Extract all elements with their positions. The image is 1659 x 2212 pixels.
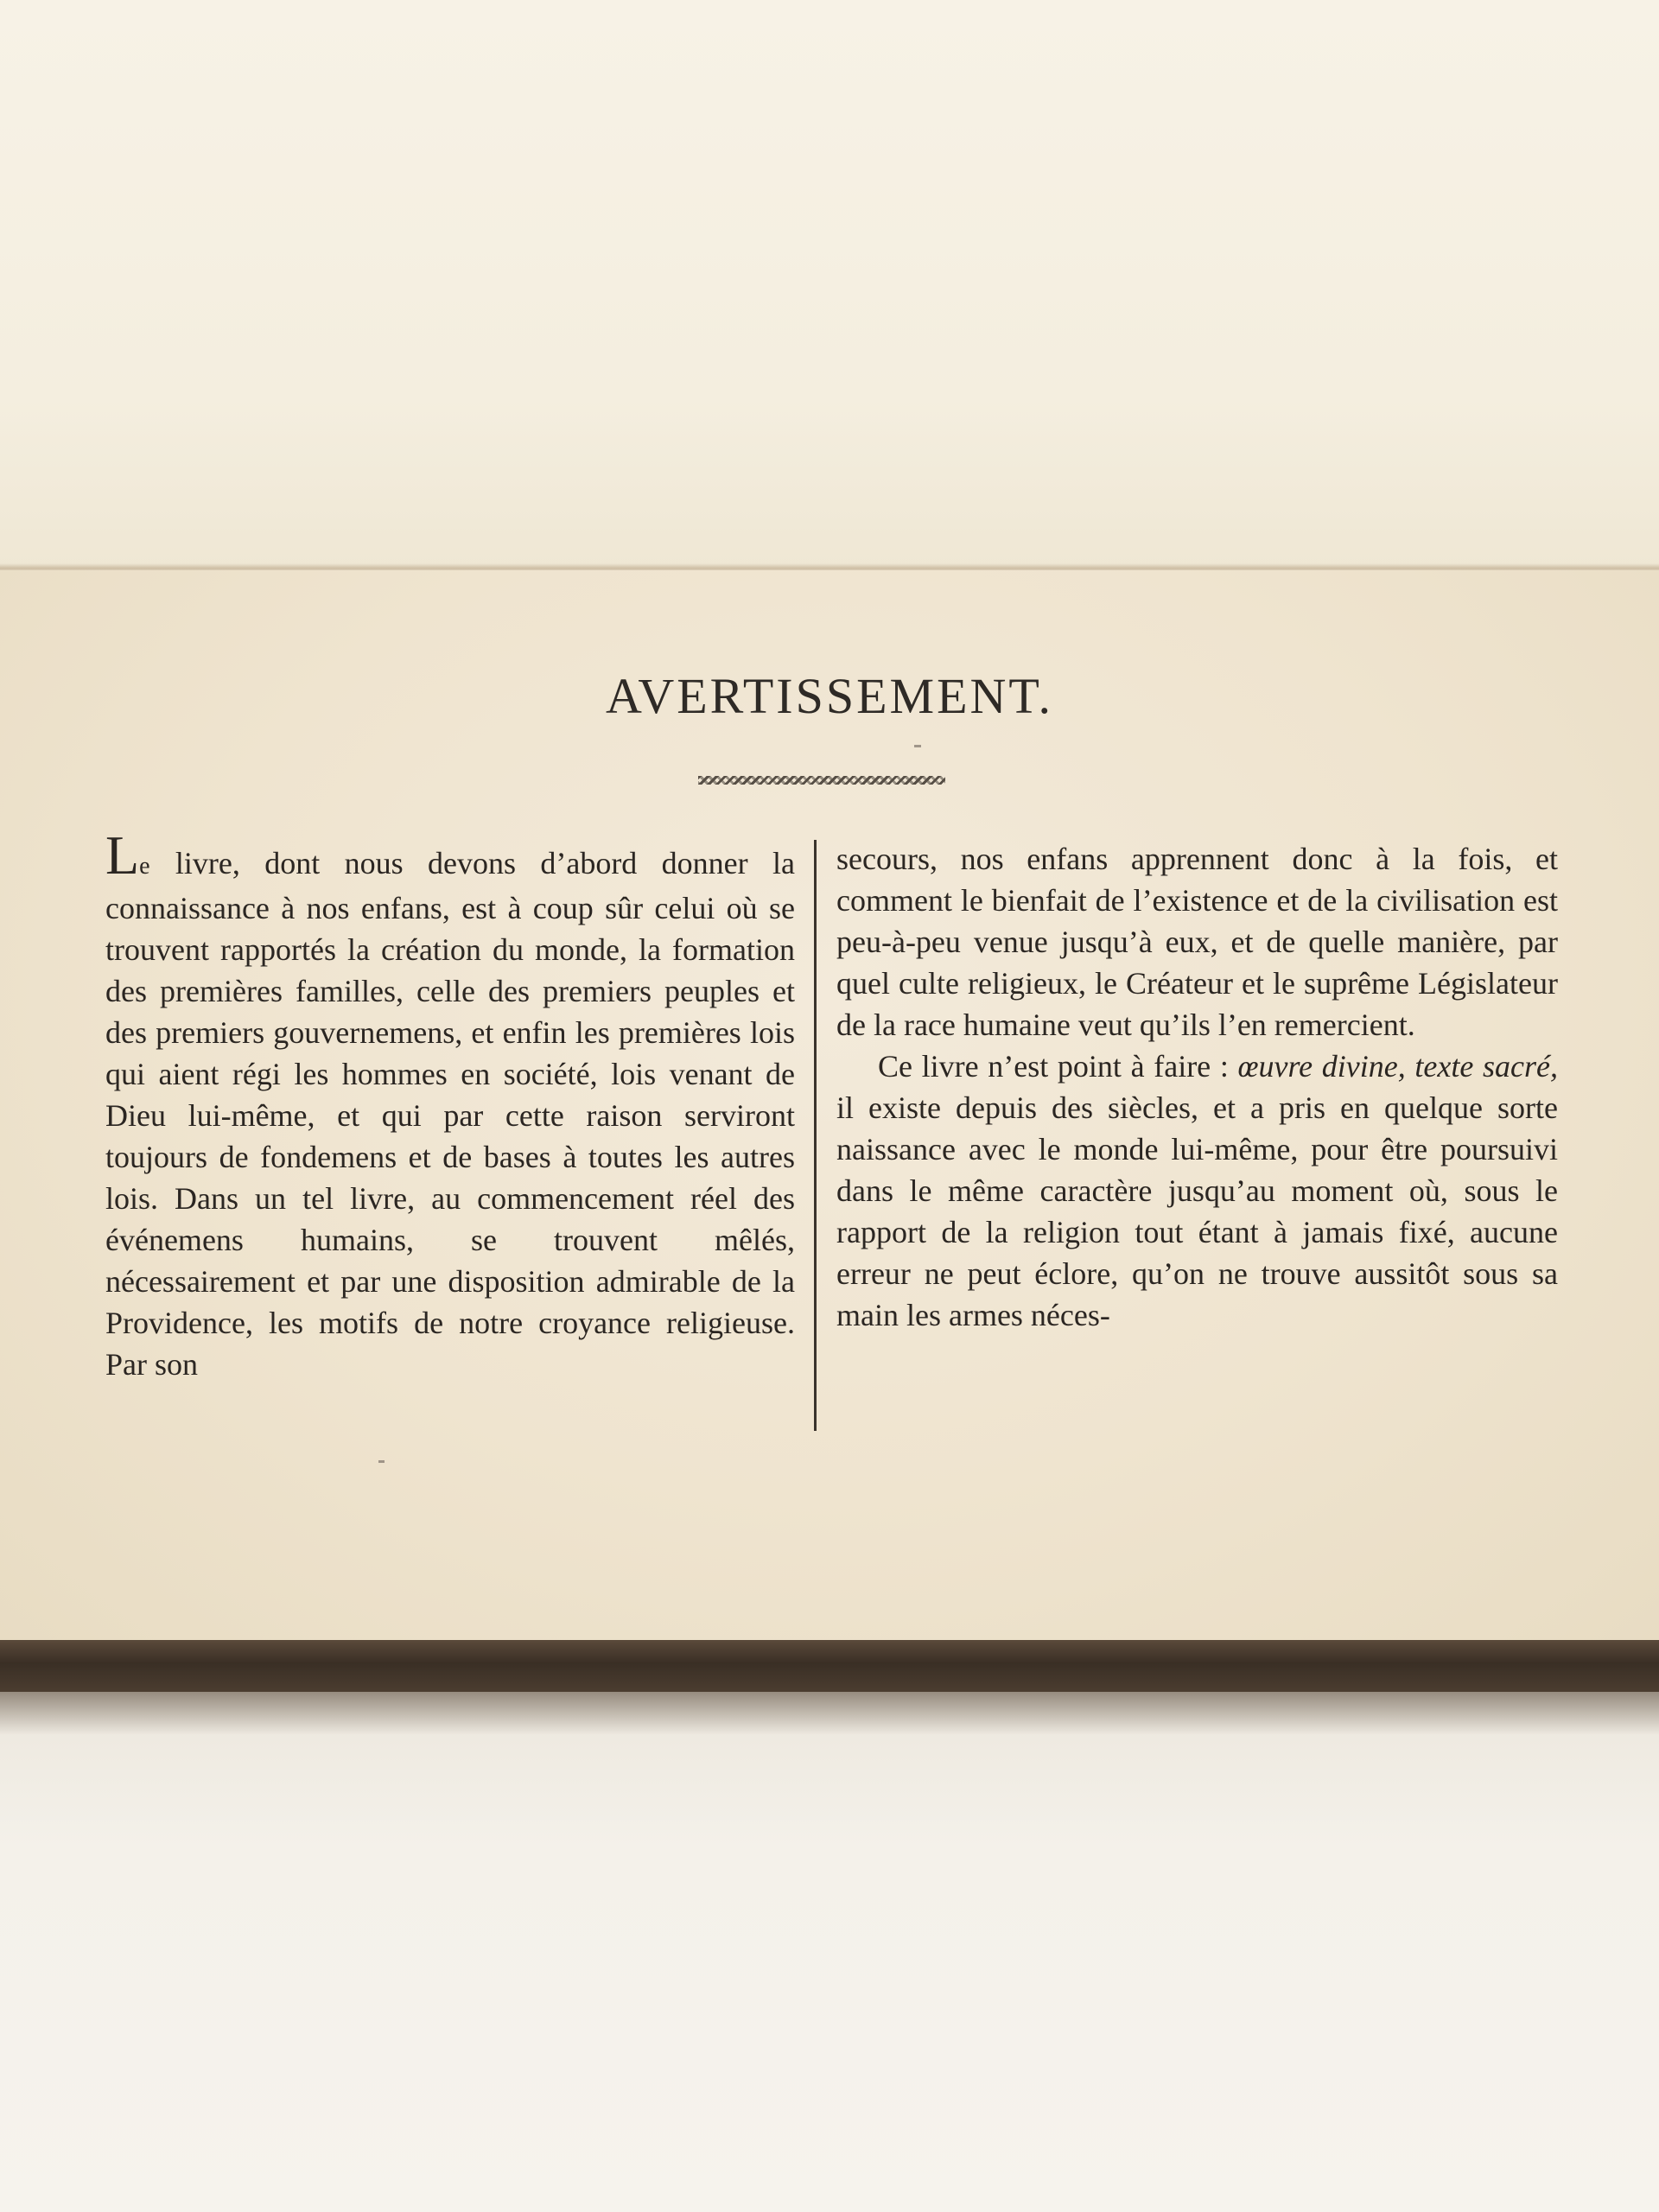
right-column-paragraph-2 (836, 1046, 1558, 1336)
paragraph-2-italic: œuvre divine, texte sacré, (1237, 1049, 1559, 1084)
left-column (105, 824, 795, 1385)
bottom-blank-sheet (0, 1692, 1659, 2212)
ink-fleck (378, 1460, 385, 1463)
binding-shadow (0, 1692, 1659, 1735)
ink-fleck (914, 745, 921, 747)
title-ornament-rule (698, 776, 945, 785)
paragraph-2-start: Ce livre n’est point à faire : (878, 1049, 1238, 1084)
left-column-paragraph (105, 824, 795, 1385)
drop-cap: L (105, 824, 140, 886)
right-column (836, 838, 1558, 1336)
right-column-paragraph-1: secours, nos enfans apprennent donc à la fois, et comment le bienfait de l’existence et de la civilisation est peu-à-peu venue jusqu’à eux, et de quelle manière, par quel culte religieux, le Créateur et le suprême Législateur de la race humaine veut qu’ils l’en remercient. (836, 842, 1558, 1042)
first-word-smallcap: e (139, 853, 151, 880)
page-title: AVERTISSEMENT. (605, 668, 1054, 724)
left-column-body: livre, dont nous devons d’abord donner la connaissance à nos enfans, est à coup sûr celui où se trouvent rapportés la création du monde, la formation des premières familles, celle des premiers peuples et des premiers gouvernemens, et enfin les premières lois qui aient régi les hommes en société, lois venant de Dieu lui-même, et qui par cette raison serviront toujours de fondemens et de bases à toutes les autres lois. Dans un tel livre, au commencement réel des événemens humains, se trouvent mêlés, nécessairement et par une disposition admirable de la Providence, les motifs de notre croyance religieuse. Par son (105, 846, 795, 1382)
column-divider (814, 840, 817, 1431)
top-blank-sheet (0, 0, 1659, 570)
page-binding-edge (0, 1640, 1659, 1692)
paragraph-2-rest: il existe depuis des siècles, et a pris en quelque sorte naissance avec le monde lui-même, pour être poursuivi dans le même caractère jusqu’au moment où, sous le rapport de la religion tout étant à jamais fixé, aucune erreur ne peut éclore, qu’on ne trouve aussitôt sous sa main les armes néces- (836, 1090, 1558, 1332)
